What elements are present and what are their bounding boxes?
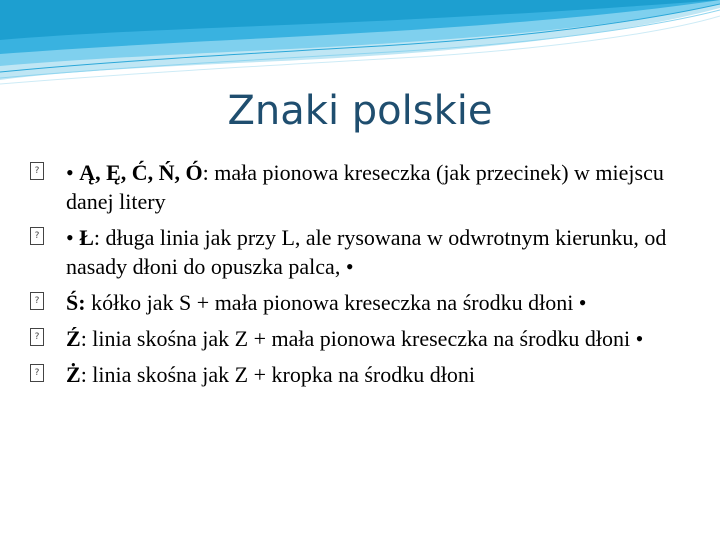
missing-glyph-icon: ? (30, 364, 44, 382)
slide-title: Znaki polskie (227, 88, 493, 134)
item-lead: Ł (79, 225, 94, 250)
missing-glyph-icon: ? (30, 227, 44, 245)
list-item (30, 158, 700, 216)
missing-glyph-icon: ? (30, 292, 44, 310)
list-item (30, 360, 700, 389)
item-lead: Ś: (66, 290, 86, 315)
item-text: kółko jak S + mała pionowa kreseczka na środku dłoni • (85, 290, 587, 315)
item-text: : mała pionowa kreseczka (jak przecinek) w miejscu danej litery (66, 160, 664, 214)
item-text: : linia skośna jak Z + mała pionowa kreseczka na środku dłoni • (80, 326, 644, 351)
list-item (30, 223, 700, 281)
item-lead: Ź (66, 326, 81, 351)
item-lead: Ą, Ę, Ć, Ń, Ó (79, 160, 203, 185)
item-text: : długa linia jak przy L, ale rysowana w odwrotnym kierunku, od nasady dłoni do opuszka palca, • (66, 225, 667, 279)
missing-glyph-icon: ? (30, 328, 44, 346)
item-prefix: • (66, 225, 80, 250)
decorative-header-wave (0, 0, 720, 90)
item-lead: Ż (66, 362, 81, 387)
list-item (30, 324, 700, 353)
missing-glyph-icon: ? (30, 162, 44, 180)
list-item (30, 288, 700, 317)
item-text: : linia skośna jak Z + kropka na środku dłoni (80, 362, 475, 387)
bullet-list (30, 158, 700, 396)
item-prefix: • (66, 160, 80, 185)
